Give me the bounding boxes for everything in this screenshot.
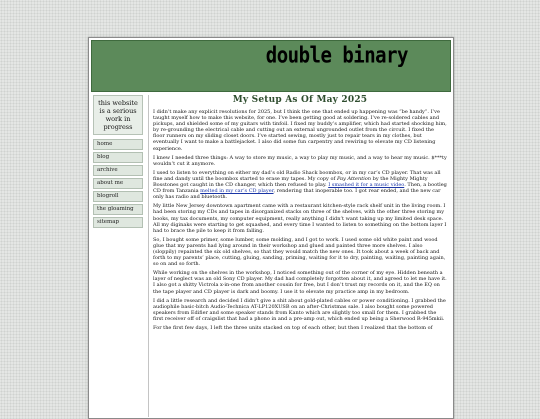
text-span: , rendering that inoperable too. I got rear ended, and the new car only has radio and bluetooth. bbox=[153, 188, 441, 201]
text-span: . Then, a bootleg CD from Tanzania bbox=[153, 182, 447, 195]
nav-item-blogroll[interactable]: blogroll bbox=[93, 191, 143, 202]
nav-item-blog[interactable]: blog bbox=[93, 152, 143, 163]
post-paragraph: For the first few days, I left the three units stacked on top of each other, but then I realized that the bottom of bbox=[153, 325, 433, 331]
site-banner bbox=[91, 40, 451, 92]
nav-item-sitemap[interactable]: sitemap bbox=[93, 217, 143, 228]
site-tagline: this website is a serious work in progress bbox=[93, 95, 143, 135]
nav-item-about-me[interactable]: about me bbox=[93, 178, 143, 189]
post-paragraph: So, I bought some primer, some lumber, some molding, and I got to work. I used some old white paint and wood glue that my parents had lying around in their workshop and glued and painted three more shelves. I also (sloppily) repainted the six old shelves, so that they would match the new ones. It took about a week of back and forth to my parents’ place, cutting, gluing, sanding, priming, waiting for it to dry, painting, waiting, painting again, so on and so forth. bbox=[153, 236, 446, 268]
post-paragraph: My little New Jersey downtown apartment came with a restaurant kitchen-style rack shelf unit in the living room. I had been storing my CDs and tapes in disorganized stacks on three of the shelves, with the other three storing my books, my tax documents, my computer equipment, really anything I didn’t want taking up my limited desk space. All my diginaks were starting to get squashed, and every time I wanted to listen to something on the bottom layer I had to brace the pile to keep it from falling. bbox=[153, 203, 447, 234]
post-content bbox=[148, 95, 447, 417]
post-paragraph: I didn’t make any explicit resolutions for 2025, but I think the one that ended up happening was “be handy”. I’ve taught myself how to make this website, for one. I’ve been getting good at soldering. I’ve re-soldered cables and pickups, and shielded some of my guitars with tinfoil. I fixed my buddy’s amplifier, which had started shocking him, by re-grounding the electrical cable and cutting out an external ungrounded outlet from the circuit. I fixed the floor runners on my sliding closet doors. I’ve started sewing, mostly just to repair tears in my clothes, but eventually I want to make a battlejacket. I also did some fun carpentry and rewiring to elevate my CD listening experience. bbox=[153, 109, 447, 152]
post-paragraph: I did a little research and decided I didn’t give a shit about gold-plated cables or power conditioning. I grabbed the audiophile basic-bitch Audio-Technica AT-LP120XUSB on an after-Christmas sale. I also bought some powered speakers from Edifier and some speaker stands from Kanto which are slightly too small for them. I grabbed the first receiver off of craigslist that had a phono in and a pre-amp out, which ended up being a Sherwood R-945mkii. bbox=[153, 297, 446, 322]
page-container bbox=[88, 37, 454, 419]
site-logo[interactable]: double binary bbox=[265, 43, 408, 69]
music-video-link[interactable]: I smashed it for a music video bbox=[328, 182, 405, 189]
sidebar-nav bbox=[93, 139, 143, 228]
post-paragraph: I knew I needed three things: A way to store my music, a way to play my music, and a way to hear my music. $***ty wouldn’t cut it anymore. bbox=[153, 154, 447, 167]
post-paragraph: While working on the shelves in the workshop, I noticed something out of the corner of my eye. Hidden beneath a layer of neglect was an old Sony CD player. My dad had completely forgotten about it, and agreed to let me have it. I also got a shitty Victrola x-in-one from another cousin for free, but I don’t trust my records on it, and the EQ on the tape player and CD player is dark and boomy. I use it to elevate my practice amp in my bedroom. bbox=[153, 270, 447, 295]
post-title: My Setup As Of May 2025 bbox=[232, 95, 368, 105]
post-paragraph bbox=[153, 170, 447, 200]
text-span: I used to listen to everything on either my dad’s old Radio Shack boombox, or in my car’s CD player. That was all fine and dandy until the boombox started to erase my tapes. My copy of bbox=[153, 169, 441, 182]
cd-player-link[interactable]: melted in my car’s CD player bbox=[200, 188, 274, 195]
nav-item-archive[interactable]: archive bbox=[93, 165, 143, 176]
sidebar bbox=[93, 95, 143, 230]
nav-item-home[interactable]: home bbox=[93, 139, 143, 150]
nav-item-the-gloaming[interactable]: the gloaming bbox=[93, 204, 143, 215]
album-title: Pay Attention bbox=[336, 175, 372, 182]
text-span: by the Mighty Mighty Bosstones got caught in the CD changer, which then refused to play. bbox=[153, 175, 428, 189]
